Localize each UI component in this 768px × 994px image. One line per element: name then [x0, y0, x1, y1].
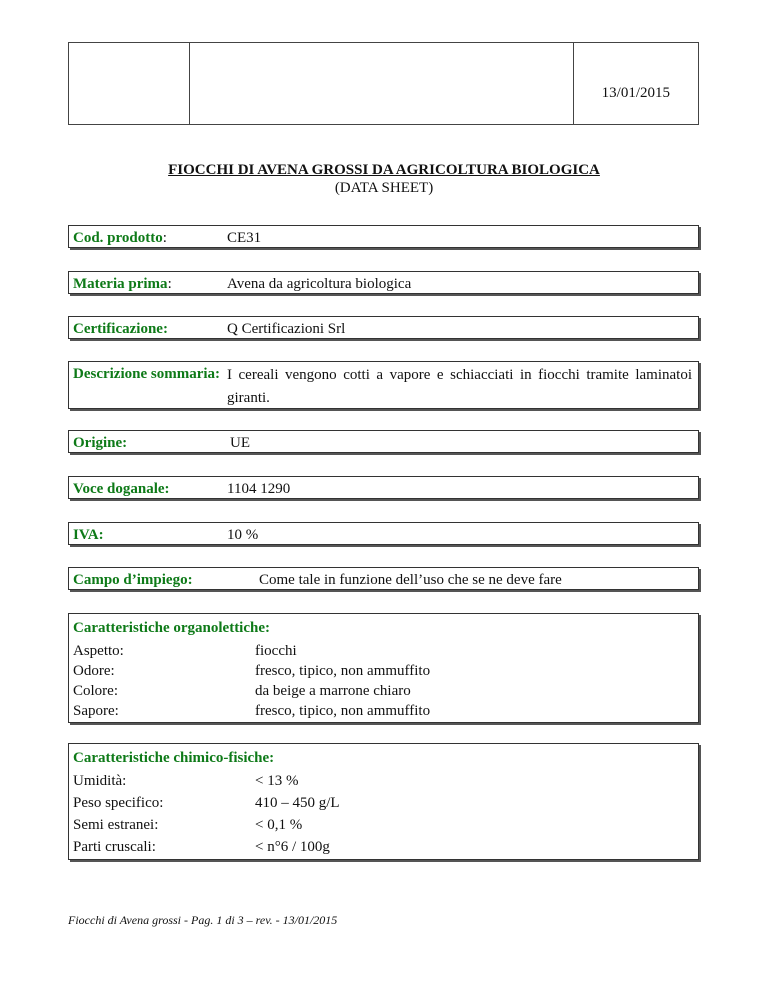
row-label: Materia prima: — [73, 276, 172, 292]
chemical-heading: Caratteristiche chimico-fisiche: — [73, 750, 275, 766]
chemical-block — [68, 743, 699, 860]
chemical-item-value: < 0,1 % — [255, 817, 303, 833]
chemical-item-value: 410 – 450 g/L — [255, 795, 340, 811]
organoleptic-item-value: fiocchi — [255, 643, 297, 659]
row-value: UE — [230, 435, 250, 451]
row-usage — [68, 567, 699, 590]
document-subtitle: (DATA SHEET) — [334, 180, 434, 196]
header-logo-cell — [69, 43, 190, 124]
organoleptic-item-value: fresco, tipico, non ammuffito — [255, 703, 431, 719]
row-label: Descrizione sommaria: — [73, 366, 221, 382]
chemical-item-name: Peso specifico: — [73, 795, 164, 811]
row-value: 1104 1290 — [227, 481, 291, 497]
row-customs — [68, 476, 699, 499]
row-raw-material — [68, 271, 699, 294]
header-title-cell — [190, 43, 574, 124]
row-value: I cereali vengono cotti a vapore e schiacciati in fiocchi tramite laminatoi giranti. — [227, 367, 692, 406]
chemical-item-name: Umidità: — [73, 773, 127, 789]
page-footer: Fiocchi di Avena grossi - Pag. 1 di 3 – rev. - 13/01/2015 — [68, 913, 338, 927]
row-label: Campo d’impiego: — [73, 572, 193, 588]
row-origin — [68, 430, 699, 453]
organoleptic-item-value: fresco, tipico, non ammuffito — [255, 663, 431, 679]
document-title: FIOCCHI DI AVENA GROSSI DA AGRICOLTURA BIOLOGICA — [168, 162, 600, 178]
header-date: 13/01/2015 — [601, 85, 670, 101]
chemical-item-value: < 13 % — [255, 773, 299, 789]
row-description — [68, 361, 699, 409]
row-label: IVA: — [73, 527, 104, 543]
header-date-cell — [574, 43, 698, 124]
organoleptic-item-name: Odore: — [73, 663, 115, 679]
chemical-item-name: Parti cruscali: — [73, 839, 156, 855]
header-table — [68, 42, 699, 125]
row-value: 10 % — [227, 527, 259, 543]
row-vat — [68, 522, 699, 545]
row-label: Certificazione: — [73, 321, 168, 337]
row-label: Origine: — [73, 435, 128, 451]
organoleptic-block — [68, 613, 699, 723]
row-value: Avena da agricoltura biologica — [227, 276, 412, 292]
organoleptic-item-name: Sapore: — [73, 703, 119, 719]
row-value: Q Certificazioni Srl — [227, 321, 346, 337]
organoleptic-item-value: da beige a marrone chiaro — [255, 683, 411, 699]
chemical-item-name: Semi estranei: — [73, 817, 159, 833]
row-label: Voce doganale: — [73, 481, 170, 497]
chemical-item-value: < n°6 / 100g — [255, 839, 330, 855]
row-certification — [68, 316, 699, 339]
row-value: CE31 — [227, 230, 262, 246]
row-value: Come tale in funzione dell’uso che se ne deve fare — [259, 572, 562, 588]
row-label: Cod. prodotto: — [73, 230, 167, 246]
organoleptic-heading: Caratteristiche organolettiche: — [73, 620, 271, 636]
organoleptic-item-name: Colore: — [73, 683, 118, 699]
row-product-code — [68, 225, 699, 248]
organoleptic-item-name: Aspetto: — [73, 643, 124, 659]
